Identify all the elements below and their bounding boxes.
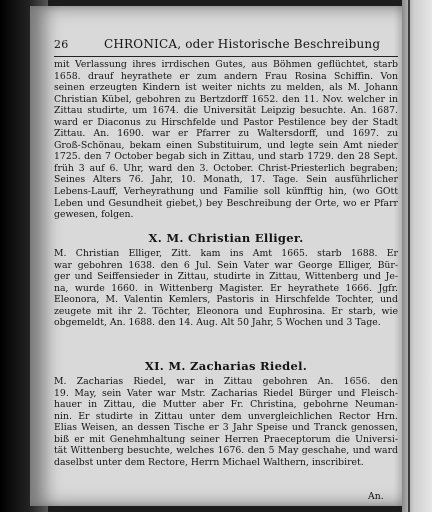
text-line: Seines Alters 76. Jahr, 10. Monath, 17. Tage. Sein ausführlicher xyxy=(54,174,398,186)
text-line: hauer in Zittau, die Mutter aber Fr. Christina, gebohrne Neuman- xyxy=(54,399,398,411)
text-line: Groß-Schönau, bekam einen Substituirum, und legte sein Amt nieder xyxy=(54,139,398,151)
text-line: 1658. drauf heyrathete er zum andern Frau Rosina Schiffin. Von xyxy=(54,70,398,82)
facing-page-edge xyxy=(402,0,432,512)
text-line: nin. Er studirte in Zittau unter dem unvergleichlichen Rector Hrn. xyxy=(54,410,398,422)
section-heading-elliger: X. M. Christian Elliger. xyxy=(148,231,304,245)
text-line: ward er Diaconus zu Hirschfelde und Pastor Pestilence bey der Stadt xyxy=(54,116,398,128)
catchword: An. xyxy=(368,491,384,502)
text-line: war gebohren 1638. den 6 Jul. Sein Vater war George Elliger, Bür- xyxy=(54,259,398,271)
text-line: Elias Weisen, an dessen Tische er 3 Jahr Speise und Tranck genossen, xyxy=(54,422,398,434)
text-line: tät Wittenberg besuchte, welches 1676. den 5 May geschahe, und ward xyxy=(54,445,398,457)
paragraph-riedel xyxy=(54,376,398,468)
text-line: Eleonora, M. Valentin Kemlers, Pastoris in Hirschfelde Tochter, und xyxy=(54,294,398,306)
text-line: obgemeldt, An. 1688. den 14. Aug. Alt 50 Jahr, 5 Wochen und 3 Tage. xyxy=(54,317,381,329)
paragraph-kuebel xyxy=(54,59,398,221)
text-line: Zittau. An. 1690. war er Pfarrer zu Waltersdorff, und 1697. zu xyxy=(54,128,398,140)
text-line: 1725. den 7 October begab sich in Zittau, und starb 1729. den 28 Sept. xyxy=(54,151,398,163)
running-title: CHRONICA, oder Historische Beschreibung xyxy=(104,37,381,51)
text-line: Lebens-Lauff, Verheyrathung und Familie soll künfftig hin, (wo GOtt xyxy=(54,186,398,198)
text-line: Leben und Gesundheit giebet,) bey Beschreibung der Orte, wo er Pfarr xyxy=(54,197,398,209)
text-line: na, wurde 1660. in Wittenberg Magister. Er heyrathete 1666. Jgfr. xyxy=(54,282,398,294)
text-line: 19. May, sein Vater war Mstr. Zacharias Riedel Bürger und Fleisch- xyxy=(54,387,398,399)
text-line: M. Zacharias Riedel, war in Zittau gebohren An. 1656. den xyxy=(54,376,398,387)
text-line: früh 3 auf 6. Uhr, ward den 3. October. Christ-Priesterlich begraben; xyxy=(54,162,398,174)
page-gutter-line xyxy=(408,0,410,512)
text-line: M. Christian Elliger, Zitt. kam ins Amt 1665. starb 1688. Er xyxy=(54,248,398,259)
paragraph-elliger xyxy=(54,248,398,329)
book-page xyxy=(30,6,402,506)
text-line: zeugete mit ihr 2. Töchter, Eleonora und Euphrosina. Er starb, wie xyxy=(54,305,398,317)
text-line: mit Verlassung ihres irrdischen Gutes, aus Böhmen geflüchtet, starb xyxy=(54,59,398,70)
page-number: 26 xyxy=(54,38,69,51)
running-header xyxy=(54,36,398,56)
section-heading-riedel: XI. M. Zacharias Riedel. xyxy=(144,359,308,373)
text-line: seinen erzeugten Kindern ist weiter nichts zu melden, als M. Johann xyxy=(54,82,398,94)
text-line: daselbst unter dem Rectore, Herrn Michael Walthern, inscribiret. xyxy=(54,456,364,468)
text-line: Christian Kübel, gebohren zu Bertzdorff 1652. den 11. Nov. welcher in xyxy=(54,93,398,105)
header-rule xyxy=(54,56,398,57)
text-line: ger und Seiffensieder in Zittau, studirte in Zittau, Wittenberg und Je- xyxy=(54,271,398,283)
text-line: gewesen, folgen. xyxy=(54,209,134,221)
text-line: Zittau studirte, um 1674. die Universität Leipzig besuchte. An. 1687. xyxy=(54,105,398,117)
text-line: biß er mit Genehmhaltung seiner Herren Praeceptorum die Universi- xyxy=(54,433,398,445)
